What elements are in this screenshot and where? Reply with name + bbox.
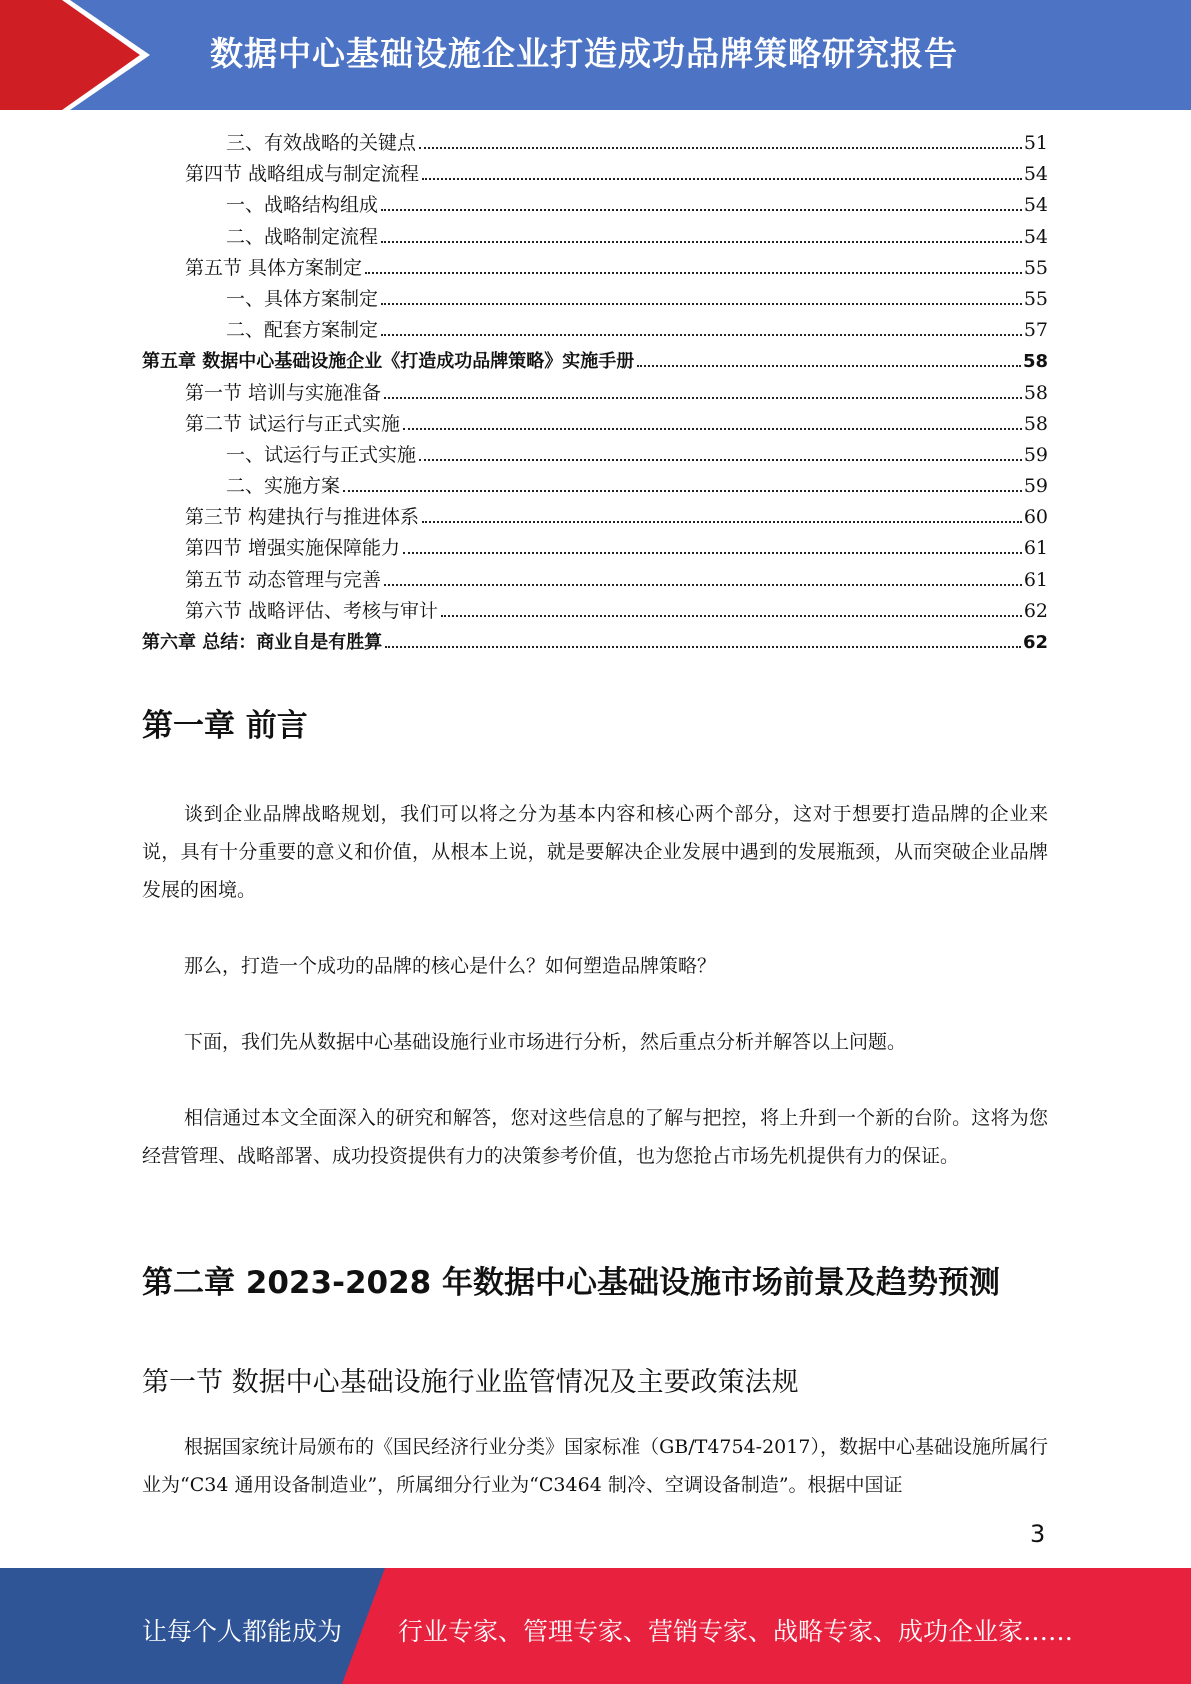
toc-dot-leader (365, 272, 1022, 274)
toc-entry-page: 58 (1023, 381, 1048, 404)
toc-entry[interactable] (142, 471, 1048, 502)
chapter-2-heading: 第二章 2023-2028 年数据中心基础设施市场前景及趋势预测 (142, 1265, 1001, 1301)
toc-entry-page: 59 (1023, 443, 1048, 466)
toc-entry-page: 59 (1023, 475, 1048, 498)
toc-entry-label: 第一节 培训与实施准备 (185, 381, 382, 404)
toc-entry-label: 第五节 动态管理与完善 (185, 568, 382, 591)
toc-entry-page: 62 (1022, 632, 1048, 653)
chapter-1-heading: 第一章 前言 (142, 708, 308, 744)
toc-dot-leader (381, 209, 1022, 211)
chapter-1-paragraph: 下面，我们先从数据中心基础设施行业市场进行分析，然后重点分析并解答以上问题。 (184, 1031, 907, 1053)
toc-entry[interactable] (142, 627, 1048, 658)
section-1-heading: 第一节 数据中心基础设施行业监管情况及主要政策法规 (142, 1367, 799, 1398)
toc-entry[interactable] (142, 253, 1048, 284)
toc-entry[interactable] (142, 378, 1048, 409)
toc-dot-leader (419, 459, 1022, 461)
toc-entry-page: 55 (1023, 287, 1048, 310)
toc-entry-page: 54 (1023, 163, 1048, 186)
toc-entry[interactable] (142, 190, 1048, 221)
toc-entry[interactable] (142, 222, 1048, 253)
chapter-1-paragraph: 相信通过本文全面深入的研究和解答，您对这些信息的了解与把控，将上升到一个新的台阶。这将为您经营管理、战略部署、成功投资提供有力的决策参考价值，也为您抢占市场先机提供有力的保证。 (142, 1107, 1048, 1167)
toc-entry-label: 一、具体方案制定 (226, 287, 379, 310)
toc-entry[interactable] (142, 284, 1048, 315)
toc-dot-leader (637, 365, 1021, 367)
page-number: 3 (1030, 1520, 1046, 1548)
toc-entry[interactable] (142, 346, 1048, 377)
header-arrow-decoration (0, 0, 150, 110)
toc-entry-label: 第六节 战略评估、考核与审计 (185, 599, 439, 622)
toc-entry-label: 第五节 具体方案制定 (185, 256, 363, 279)
footer-slogan-right: 行业专家、管理专家、营销专家、战略专家、成功企业家…… (398, 1617, 1074, 1646)
chapter-2-paragraph: 根据国家统计局颁布的《国民经济行业分类》国家标准（GB/T4754-2017），数据中心基础设施所属行业为“C34 通用设备制造业”，所属细分行业为“C3464 制冷、空调设备制造”。根据中国证 (142, 1436, 1048, 1496)
toc-entry-page: 57 (1023, 319, 1048, 342)
toc-entry-label: 三、有效战略的关键点 (226, 132, 417, 154)
toc-entry-label: 第四节 增强实施保障能力 (185, 537, 401, 560)
toc-entry-page: 61 (1023, 537, 1048, 560)
toc-dot-leader (441, 615, 1022, 617)
table-of-contents (142, 128, 1048, 658)
toc-dot-leader (384, 584, 1022, 586)
chapter-1-paragraph: 那么，打造一个成功的品牌的核心是什么？如何塑造品牌策略？ (184, 955, 717, 977)
toc-dot-leader (403, 552, 1022, 554)
toc-dot-leader (422, 521, 1022, 523)
toc-entry[interactable] (142, 128, 1048, 159)
toc-dot-leader (384, 397, 1022, 399)
toc-entry-label: 第六章 总结：商业自是有胜算 (142, 632, 383, 653)
toc-entry-page: 62 (1023, 599, 1048, 622)
toc-dot-leader (422, 178, 1022, 180)
toc-entry[interactable] (142, 315, 1048, 346)
toc-entry-label: 第二节 试运行与正式实施 (185, 412, 401, 435)
toc-dot-leader (381, 241, 1022, 243)
footer-slogan-left: 让每个人都能成为 (142, 1617, 343, 1646)
toc-entry-page: 54 (1023, 194, 1048, 217)
toc-entry-page: 55 (1023, 256, 1048, 279)
toc-dot-leader (403, 428, 1022, 430)
toc-entry[interactable] (142, 409, 1048, 440)
toc-entry-label: 二、配套方案制定 (226, 319, 379, 342)
toc-entry[interactable] (142, 440, 1048, 471)
toc-entry-page: 58 (1022, 351, 1048, 373)
toc-entry-page: 58 (1023, 412, 1048, 435)
toc-entry-label: 二、实施方案 (226, 475, 341, 498)
chapter-1-paragraph: 谈到企业品牌战略规划，我们可以将之分为基本内容和核心两个部分，这对于想要打造品牌的企业来说，具有十分重要的意义和价值，从根本上说，就是要解决企业发展中遇到的发展瓶颈，从而突破企业品牌发展的困境。 (142, 803, 1048, 901)
toc-entry-page: 60 (1023, 506, 1048, 529)
toc-entry-label: 一、试运行与正式实施 (226, 443, 417, 466)
toc-dot-leader (381, 303, 1022, 305)
toc-entry[interactable] (142, 502, 1048, 533)
toc-entry-label: 第三节 构建执行与推进体系 (185, 506, 420, 529)
toc-entry-label: 一、战略结构组成 (226, 194, 379, 217)
toc-entry-label: 第四节 战略组成与制定流程 (185, 163, 420, 186)
toc-entry-label: 二、战略制定流程 (226, 225, 379, 248)
toc-entry-page: 61 (1023, 568, 1048, 591)
page-header (0, 0, 1191, 110)
toc-dot-leader (343, 490, 1022, 492)
toc-entry[interactable] (142, 596, 1048, 627)
toc-entry-label: 第五章 数据中心基础设施企业《打造成功品牌策略》实施手册 (142, 351, 635, 373)
toc-entry-page: 54 (1023, 225, 1048, 248)
toc-dot-leader (419, 147, 1022, 149)
toc-dot-leader (385, 646, 1021, 648)
toc-entry[interactable] (142, 159, 1048, 190)
toc-entry[interactable] (142, 533, 1048, 564)
toc-entry[interactable] (142, 565, 1048, 596)
toc-dot-leader (381, 334, 1022, 336)
toc-entry-page: 51 (1023, 132, 1048, 154)
report-title: 数据中心基础设施企业打造成功品牌策略研究报告 (210, 34, 958, 73)
